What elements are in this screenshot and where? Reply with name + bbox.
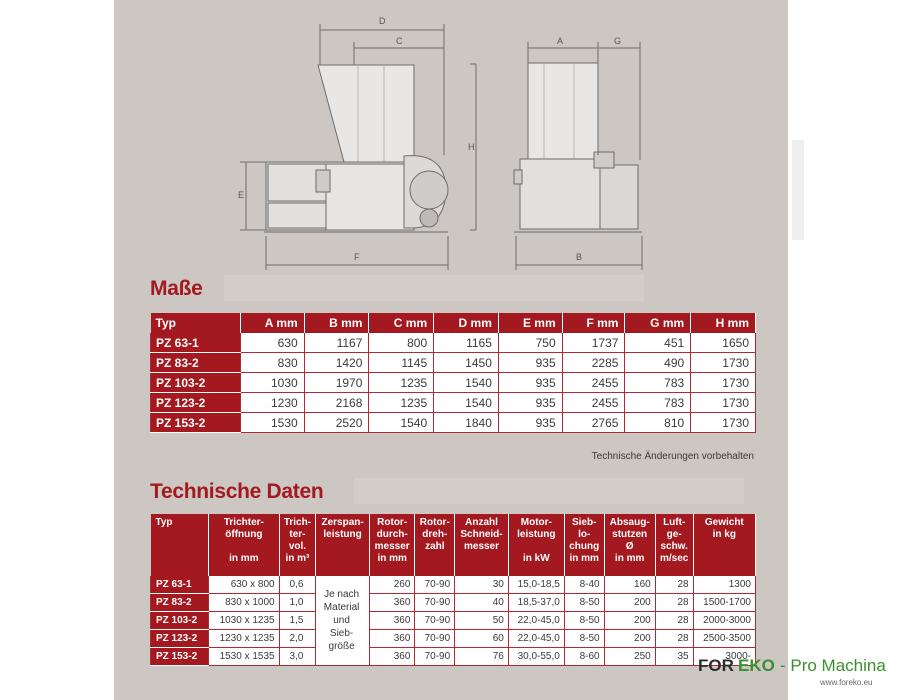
value-cell: 830 — [240, 353, 304, 373]
header-line — [511, 541, 562, 553]
technical-heading: Technische Daten — [150, 480, 324, 503]
value-cell: 28 — [655, 594, 693, 612]
value-cell: 3000- — [693, 648, 755, 666]
header-line: Motor- — [520, 517, 552, 528]
value-cell: 8-50 — [564, 594, 604, 612]
dimensions-col-header: H mm — [691, 313, 756, 333]
value-cell: 935 — [498, 373, 562, 393]
header-line: ter- — [289, 529, 306, 540]
row-type-cell: PZ 123-2 — [151, 630, 209, 648]
header-line: Rotor- — [377, 517, 408, 528]
header-line: chung — [569, 541, 600, 552]
value-cell: 935 — [498, 413, 562, 433]
table-row — [151, 353, 756, 373]
value-cell: 15,0-18,5 — [508, 576, 564, 594]
value-cell: 8-60 — [564, 648, 604, 666]
value-cell: 360 — [369, 612, 414, 630]
header-line: Sieb- — [571, 517, 597, 528]
value-cell: 1500-1700 — [693, 594, 755, 612]
header-line: Rotor- — [419, 517, 450, 528]
dim-label-b: B — [576, 252, 583, 262]
value-cell: 630 — [240, 333, 304, 353]
value-cell: 1530 — [240, 413, 304, 433]
technical-col-header — [209, 514, 280, 576]
header-line: öffnung — [225, 529, 263, 540]
dimensions-col-header: D mm — [434, 313, 499, 333]
table-row — [151, 393, 756, 413]
header-line: messer — [374, 541, 410, 552]
value-cell: 1540 — [434, 373, 499, 393]
header-line: leistung — [517, 529, 556, 540]
value-cell: 2168 — [304, 393, 369, 413]
value-cell: 40 — [455, 594, 509, 612]
technical-col-header — [655, 514, 693, 576]
table-row — [151, 373, 756, 393]
value-cell: 8-50 — [564, 612, 604, 630]
value-cell: 3,0 — [279, 648, 316, 666]
watermark-brand-promachina: - Pro Machina — [780, 656, 886, 675]
dim-label-h: H — [468, 142, 475, 152]
value-cell: 35 — [655, 648, 693, 666]
changes-note: Technische Änderungen vorbehalten — [591, 451, 754, 462]
technical-col-header — [415, 514, 455, 576]
header-line: in kg — [712, 529, 736, 540]
value-cell: 1970 — [304, 373, 369, 393]
dim-label-a: A — [557, 36, 564, 46]
row-type-cell: PZ 103-2 — [151, 612, 209, 630]
header-line: durch- — [376, 529, 408, 540]
table-row — [151, 576, 756, 594]
technical-col-header — [455, 514, 509, 576]
value-cell: 2455 — [562, 373, 625, 393]
header-line: schw. — [660, 541, 688, 552]
dim-label-g: G — [614, 36, 622, 46]
value-cell: 2500-3500 — [693, 630, 755, 648]
header-line: ge- — [666, 529, 682, 540]
value-cell: 800 — [369, 333, 434, 353]
header-line: messer — [463, 541, 500, 552]
value-cell: 1230 x 1235 — [209, 630, 280, 648]
value-cell: 1730 — [691, 373, 756, 393]
value-cell: 1,0 — [279, 594, 316, 612]
value-cell: 200 — [604, 630, 655, 648]
row-type-cell: PZ 103-2 — [151, 373, 241, 393]
header-line: dreh- — [422, 529, 448, 540]
value-cell: 30,0-55,0 — [508, 648, 564, 666]
datasheet-page — [114, 0, 788, 700]
table-row — [151, 594, 756, 612]
row-type-cell: PZ 123-2 — [151, 393, 241, 413]
watermark-brand-eko: EKO — [738, 656, 775, 675]
value-cell: 1650 — [691, 333, 756, 353]
header-line: in mm — [569, 553, 599, 564]
table-row — [151, 648, 756, 666]
value-cell: 2455 — [562, 393, 625, 413]
value-cell: 1840 — [434, 413, 499, 433]
technical-col-header — [316, 514, 370, 576]
watermark-url: www.foreko.eu — [820, 678, 873, 687]
value-cell: 1540 — [369, 413, 434, 433]
header-line: Luft- — [663, 517, 686, 528]
dimensions-col-header: C mm — [369, 313, 434, 333]
throughput-merged-cell — [316, 576, 370, 666]
row-type-cell: PZ 153-2 — [151, 648, 209, 666]
right-margin — [788, 0, 900, 700]
header-line: in mm — [614, 553, 645, 564]
dimensions-table — [150, 313, 756, 433]
value-cell: 70-90 — [415, 630, 455, 648]
watermark-brand-for: FOR — [698, 656, 734, 675]
dim-label-c: C — [396, 36, 403, 46]
value-cell: 76 — [455, 648, 509, 666]
value-cell: 1730 — [691, 353, 756, 373]
dimensions-col-header: F mm — [562, 313, 625, 333]
row-type-cell: PZ 83-2 — [151, 594, 209, 612]
heading-decoration-bar — [224, 275, 644, 301]
technical-col-header — [564, 514, 604, 576]
row-type-cell: PZ 63-1 — [151, 333, 241, 353]
merged-cell-line: Sieb- — [329, 628, 354, 639]
value-cell: 8-50 — [564, 630, 604, 648]
row-type-cell: PZ 153-2 — [151, 413, 241, 433]
value-cell: 1167 — [304, 333, 369, 353]
header-line: leistung — [323, 529, 362, 540]
dimensions-col-header: B mm — [304, 313, 369, 333]
value-cell: 935 — [498, 393, 562, 413]
value-cell: 50 — [455, 612, 509, 630]
dimensions-col-header: A mm — [240, 313, 304, 333]
header-line: in mm — [229, 553, 259, 564]
header-line — [211, 541, 277, 553]
dimensions-col-header: G mm — [625, 313, 691, 333]
value-cell: 22,0-45,0 — [508, 630, 564, 648]
value-cell: 18,5-37,0 — [508, 594, 564, 612]
value-cell: 1030 x 1235 — [209, 612, 280, 630]
header-line: in mm — [377, 553, 407, 564]
technical-col-header — [151, 514, 209, 576]
value-cell: 1737 — [562, 333, 625, 353]
header-line: zahl — [425, 541, 445, 552]
value-cell: 1165 — [434, 333, 499, 353]
value-cell: 1230 — [240, 393, 304, 413]
header-line: Schneid- — [460, 529, 503, 540]
table-row — [151, 630, 756, 648]
value-cell: 451 — [625, 333, 691, 353]
value-cell: 1235 — [369, 393, 434, 413]
header-line: in kW — [523, 553, 550, 564]
value-cell: 1030 — [240, 373, 304, 393]
header-line: vol. — [288, 541, 307, 552]
value-cell: 360 — [369, 648, 414, 666]
value-cell: 28 — [655, 576, 693, 594]
table-row — [151, 612, 756, 630]
technical-col-header — [369, 514, 414, 576]
value-cell: 1530 x 1535 — [209, 648, 280, 666]
value-cell: 2285 — [562, 353, 625, 373]
heading-decoration-bar — [354, 478, 744, 504]
header-line: Typ — [155, 517, 173, 528]
value-cell: 70-90 — [415, 576, 455, 594]
dimensions-col-header: Typ — [151, 313, 241, 333]
header-line: Anzahl — [465, 517, 498, 528]
value-cell: 1450 — [434, 353, 499, 373]
value-cell: 360 — [369, 594, 414, 612]
value-cell: 1300 — [693, 576, 755, 594]
header-line: stutzen — [612, 529, 648, 540]
value-cell: 490 — [625, 353, 691, 373]
dim-label-e: E — [238, 190, 245, 200]
value-cell: 360 — [369, 630, 414, 648]
value-cell: 2765 — [562, 413, 625, 433]
value-cell: 22,0-45,0 — [508, 612, 564, 630]
merged-cell-line: Je nach — [324, 589, 360, 600]
value-cell: 260 — [369, 576, 414, 594]
value-cell: 810 — [625, 413, 691, 433]
technical-col-header — [693, 514, 755, 576]
value-cell: 30 — [455, 576, 509, 594]
machine-dimension-drawing — [114, 0, 788, 275]
value-cell: 0,6 — [279, 576, 316, 594]
value-cell: 1730 — [691, 393, 756, 413]
header-line: lo- — [578, 529, 591, 540]
merged-cell-line: und — [333, 615, 350, 626]
value-cell: 783 — [625, 373, 691, 393]
value-cell: 70-90 — [415, 594, 455, 612]
value-cell: 1145 — [369, 353, 434, 373]
merged-cell-line: Material — [323, 602, 360, 613]
value-cell: 1420 — [304, 353, 369, 373]
value-cell: 1235 — [369, 373, 434, 393]
value-cell: 8-40 — [564, 576, 604, 594]
value-cell: 830 x 1000 — [209, 594, 280, 612]
technical-col-header — [604, 514, 655, 576]
header-line: Absaug- — [609, 517, 650, 528]
value-cell: 750 — [498, 333, 562, 353]
value-cell: 783 — [625, 393, 691, 413]
value-cell: 60 — [455, 630, 509, 648]
dim-label-d: D — [379, 16, 386, 26]
technical-data-table — [150, 514, 756, 666]
value-cell: 2,0 — [279, 630, 316, 648]
dimensions-heading: Maße — [150, 277, 203, 300]
value-cell: 2520 — [304, 413, 369, 433]
value-cell: 28 — [655, 630, 693, 648]
value-cell: 200 — [604, 612, 655, 630]
value-cell: 1730 — [691, 413, 756, 433]
row-type-cell: PZ 83-2 — [151, 353, 241, 373]
value-cell: 70-90 — [415, 612, 455, 630]
header-line: Zerspan- — [321, 517, 364, 528]
value-cell: 160 — [604, 576, 655, 594]
header-line: in m³ — [285, 553, 310, 564]
value-cell: 250 — [604, 648, 655, 666]
header-line: Trichter- — [223, 517, 264, 528]
row-type-cell: PZ 63-1 — [151, 576, 209, 594]
technical-col-header — [279, 514, 316, 576]
merged-cell-line: größe — [328, 641, 355, 652]
technical-col-header — [508, 514, 564, 576]
value-cell: 630 x 800 — [209, 576, 280, 594]
dimensions-col-header: E mm — [498, 313, 562, 333]
value-cell: 28 — [655, 612, 693, 630]
table-row — [151, 333, 756, 353]
header-line: m/sec — [659, 553, 689, 564]
header-line: Trich- — [283, 517, 312, 528]
value-cell: 935 — [498, 353, 562, 373]
value-cell: 70-90 — [415, 648, 455, 666]
header-line: Ø — [625, 541, 634, 552]
dim-label-f: F — [354, 252, 360, 262]
header-line: Gewicht — [704, 517, 744, 528]
value-cell: 200 — [604, 594, 655, 612]
value-cell: 1,5 — [279, 612, 316, 630]
value-cell: 2000-3000 — [693, 612, 755, 630]
value-cell: 1540 — [434, 393, 499, 413]
table-row — [151, 413, 756, 433]
